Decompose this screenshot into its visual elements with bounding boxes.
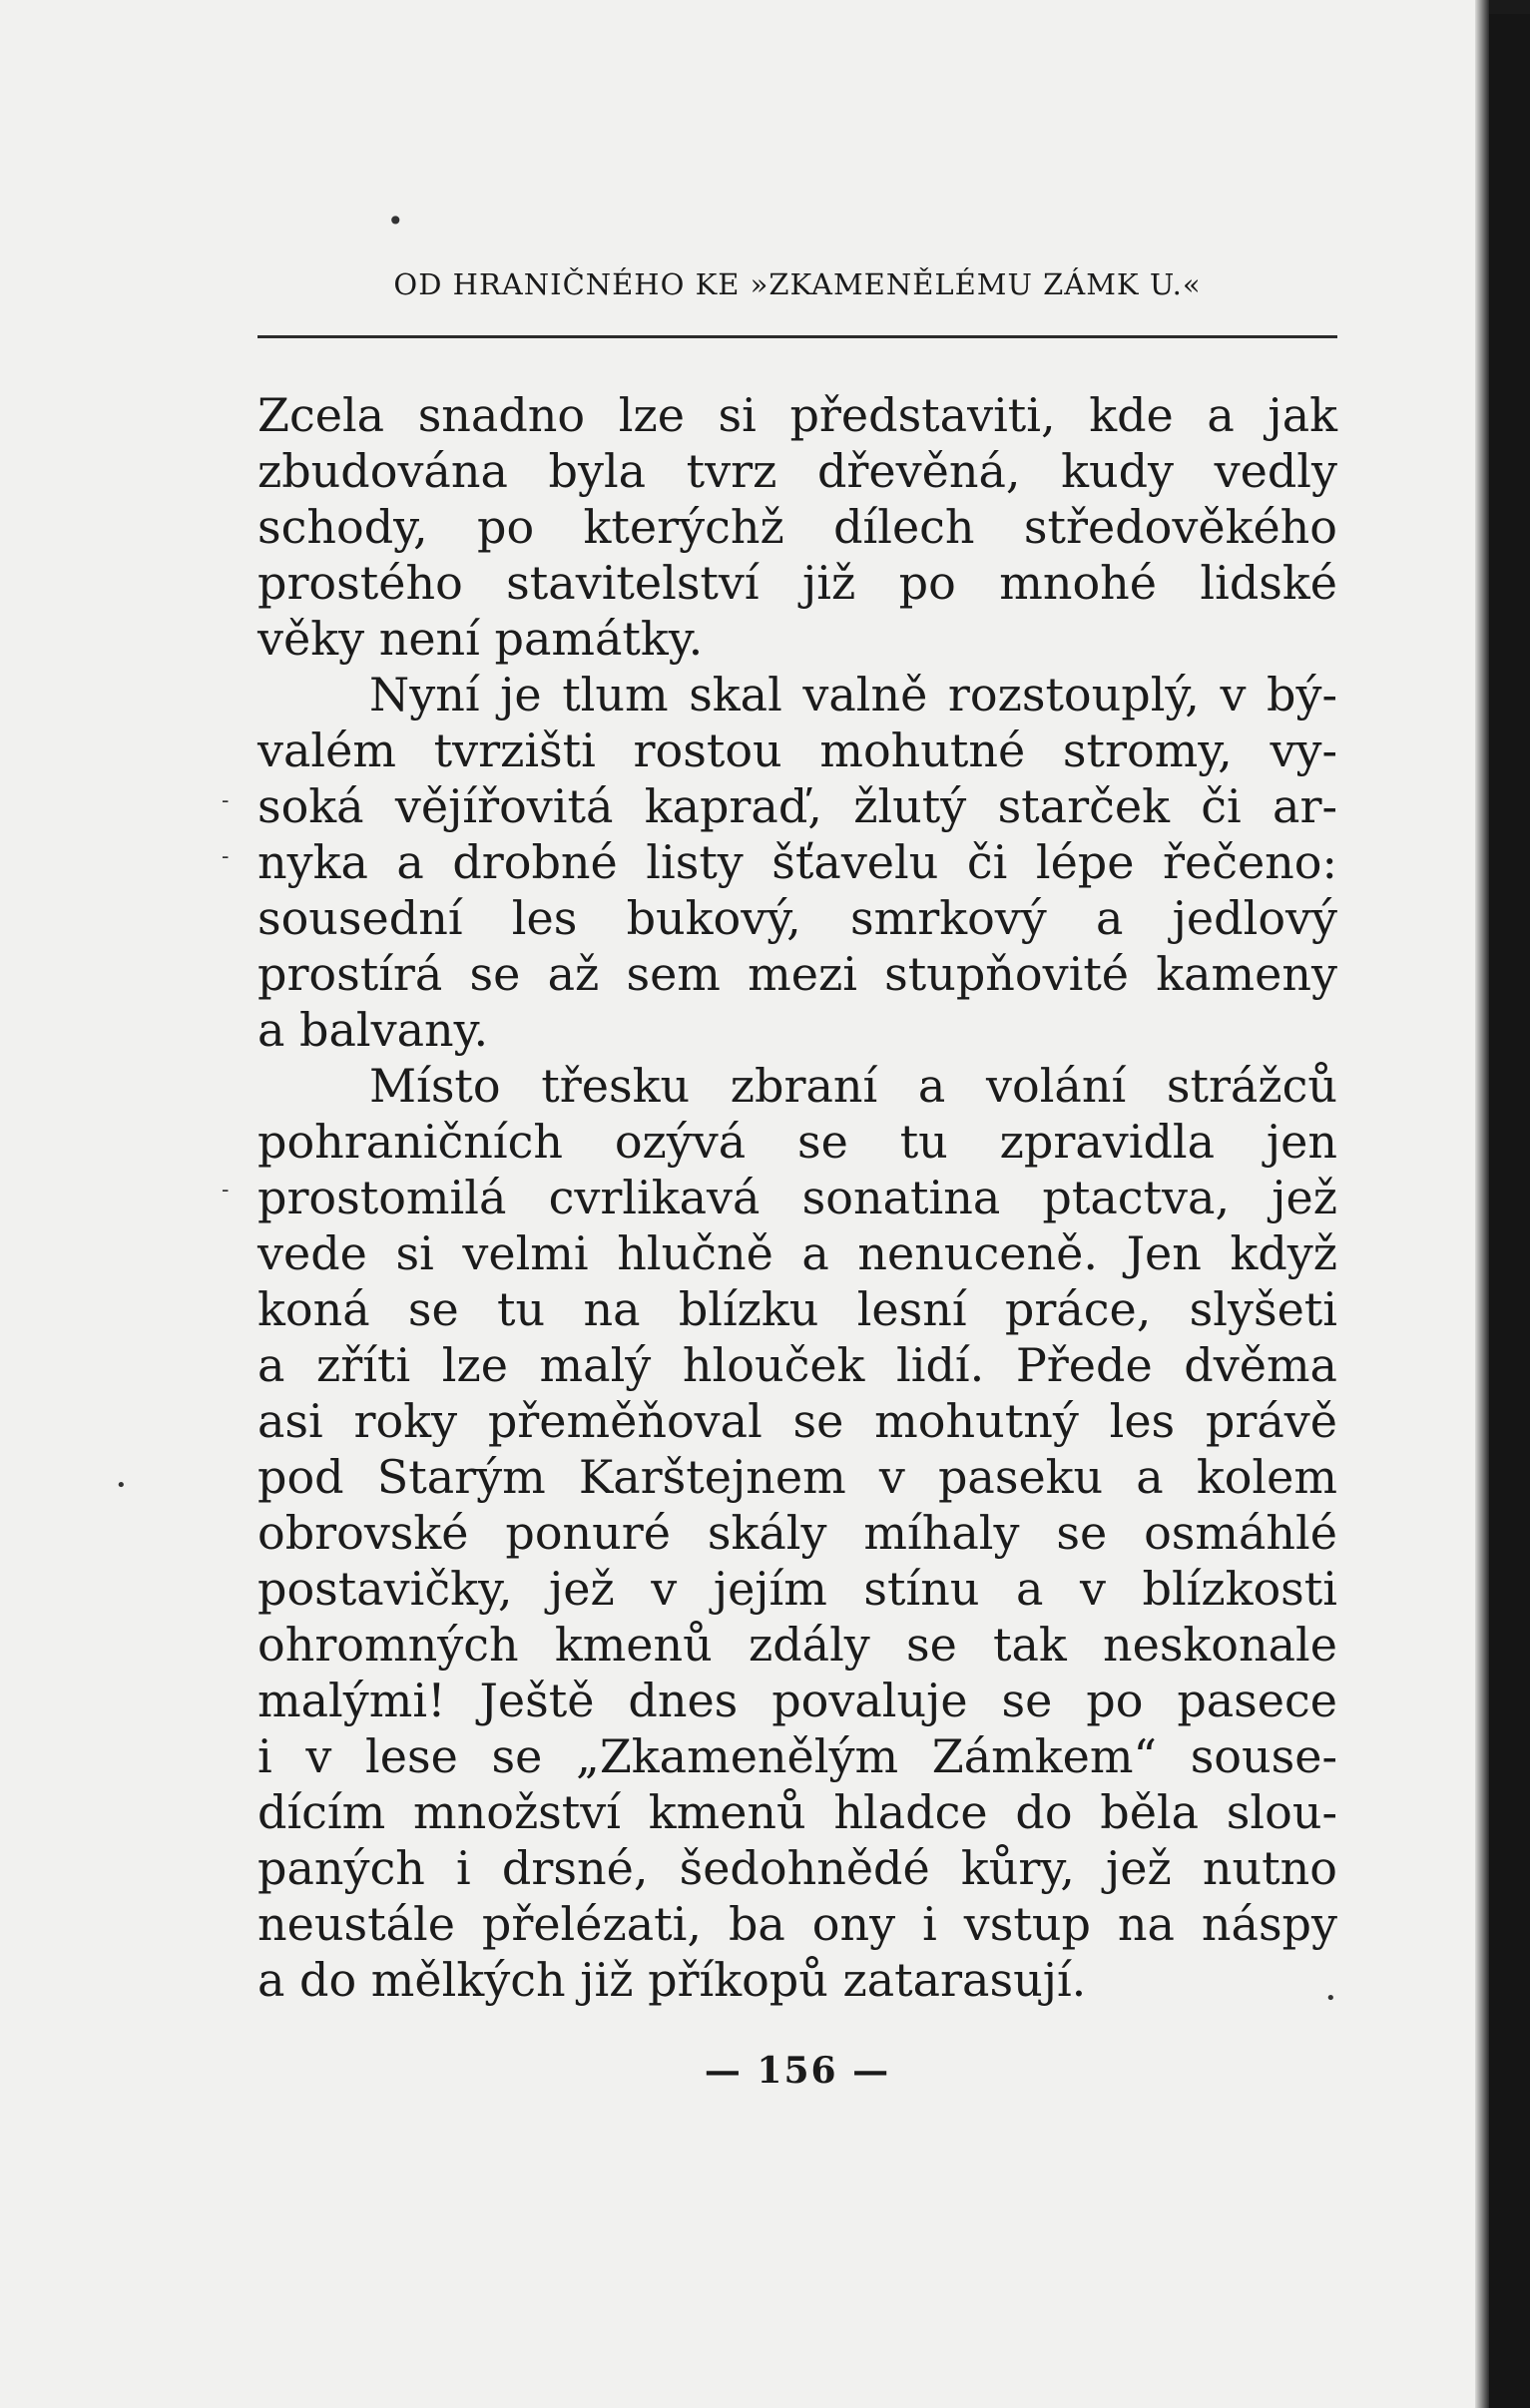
text-line: valém tvrzišti rostou mohutné stromy, vy- [257,723,1337,777]
text-line: ohromných kmenů zdály se tak neskonale [257,1618,1337,1672]
text-line: postavičky, jež v jejím stínu a v blízkosti [257,1562,1337,1616]
text-line: a do mělkých již příkopů zatarasují. [257,1953,1087,2007]
text-line: koná se tu na blízku lesní práce, slyšeti [257,1282,1337,1336]
text-line: pod Starým Karštejnem v paseku a kolem [257,1450,1337,1504]
text-line: i v lese se „Zkamenělým Zámkem“ souse- [257,1729,1337,1783]
text-line: dícím množství kmenů hladce do běla slou- [257,1785,1337,1839]
body-text [257,387,1337,2008]
text-line: obrovské ponuré skály míhaly se osmáhlé [257,1506,1337,1560]
text-line: sousední les bukový, smrkový a jedlový [257,891,1337,945]
text-line: zbudována byla tvrz dřevěná, kudy vedly [257,444,1337,498]
text-line: neustále přelézati, ba ony i vstup na náspy [257,1897,1337,1951]
page-edge [1475,0,1489,2408]
text-line: prostomilá cvrlikavá sonatina ptactva, jež [257,1171,1337,1224]
text-line: asi roky přeměňoval se mohutný les právě [257,1394,1337,1448]
ink-speck: • [1325,1988,1336,2009]
margin-tick: - [222,1178,230,1203]
margin-tick: - [222,788,230,813]
text-line: Zcela snadno lze si představiti, kde a jak [257,388,1337,442]
text-line: prostého stavitelství již po mnohé lidské [257,556,1337,610]
text-line: věky není památky. [257,612,704,666]
text-line: paných i drsné, šedohnědé kůry, jež nutno [257,1841,1337,1895]
text-line: a zříti lze malý hlouček lidí. Přede dvěma [257,1338,1337,1392]
page-number: — 156 — [704,2050,891,2092]
header-rule [257,335,1337,338]
ink-speck: • [387,205,404,238]
margin-tick: - [222,844,230,869]
text-line: schody, po kterýchž dílech středověkého [257,500,1337,554]
text-line: malými! Ještě dnes povaluje se po pasece [257,1674,1337,1727]
page-header [257,267,1337,338]
text-line: prostírá se až sem mezi stupňovité kameny [257,947,1337,1001]
text-line: vede si velmi hlučně a nenuceně. Jen když [257,1226,1337,1280]
text-line: nyka a drobné listy šťavelu či lépe řečeno: [257,835,1337,889]
text-line: a balvany. [257,1003,489,1057]
text-line: soká vějířovitá kapraď, žlutý starček či ar- [257,779,1337,833]
text-line: Místo třesku zbraní a volání strážců [369,1059,1337,1113]
text-line: pohraničních ozývá se tu zpravidla jen [257,1115,1337,1169]
running-head: OD HRANIČNÉHO KE »ZKAMENĚLÉMU ZÁMK U.« [393,267,1202,301]
ink-speck: • [116,1475,127,1496]
text-line: Nyní je tlum skal valně rozstouplý, v bý- [369,668,1337,722]
